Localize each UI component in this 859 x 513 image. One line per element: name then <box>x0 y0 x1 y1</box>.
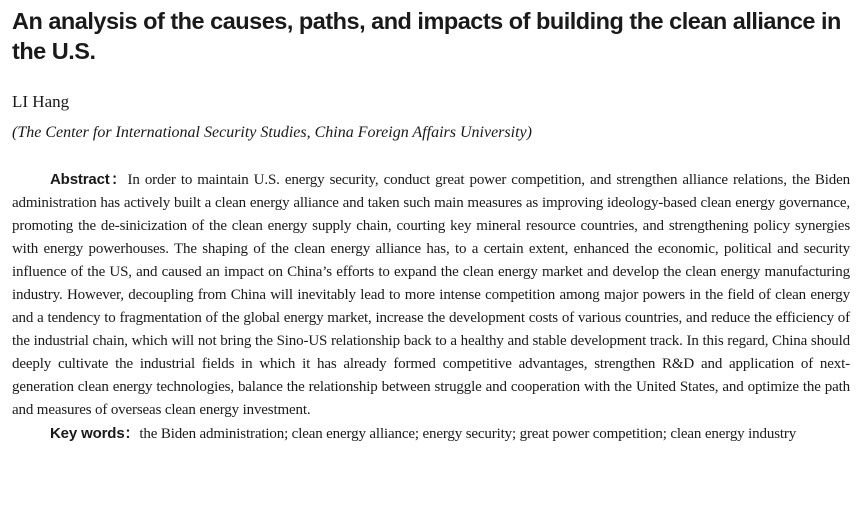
paper-title: An analysis of the causes, paths, and impacts of building the clean alliance in the U.S. <box>12 8 841 64</box>
paper-page <box>12 6 850 461</box>
abstract-label: Abstract： <box>50 171 128 188</box>
abstract-paragraph <box>12 168 850 422</box>
author-affiliation: (The Center for International Security Studies, China Foreign Affairs University) <box>12 124 532 141</box>
keywords-label: Key words： <box>50 425 140 442</box>
keywords-text: the Biden administration; clean energy alliance; energy security; great power competition; clean energy industry <box>139 426 797 442</box>
author-name: LI Hang <box>12 92 70 111</box>
keywords-paragraph <box>12 422 850 446</box>
abstract-text: In order to maintain U.S. energy security, conduct great power competition, and strengthen alliance relations, the Biden administration has actively built a clean energy alliance and taken such main measures as improving ideology-based clean energy governance, promoting the de-sinicization of the clean energy supply chain, courting key mineral resource countries, and strengthening policy synergies with energy powerhouses. The shaping of the clean energy alliance has, to a certain extent, enhanced the economic, political and security influence of the US, and caused an impact on China’s efforts to expand the clean energy market and develop the clean energy manufacturing industry. However, decoupling from China will inevitably lead to more intense competition among major powers in the field of clean energy and a tendency to fragmentation of the global energy market, increase the development costs of various countries, and reduce the efficiency of the industrial chain, which will not bring the Sino-US relationship back to a healthy and stable development track. In this regard, China should deeply cultivate the industrial fields in which it has already formed competitive advantages, strengthen R&D and application of next-generation clean energy technologies, balance the relationship between struggle and cooperation with the United States, and optimize the path and measures of overseas clean energy investment. <box>12 172 851 418</box>
